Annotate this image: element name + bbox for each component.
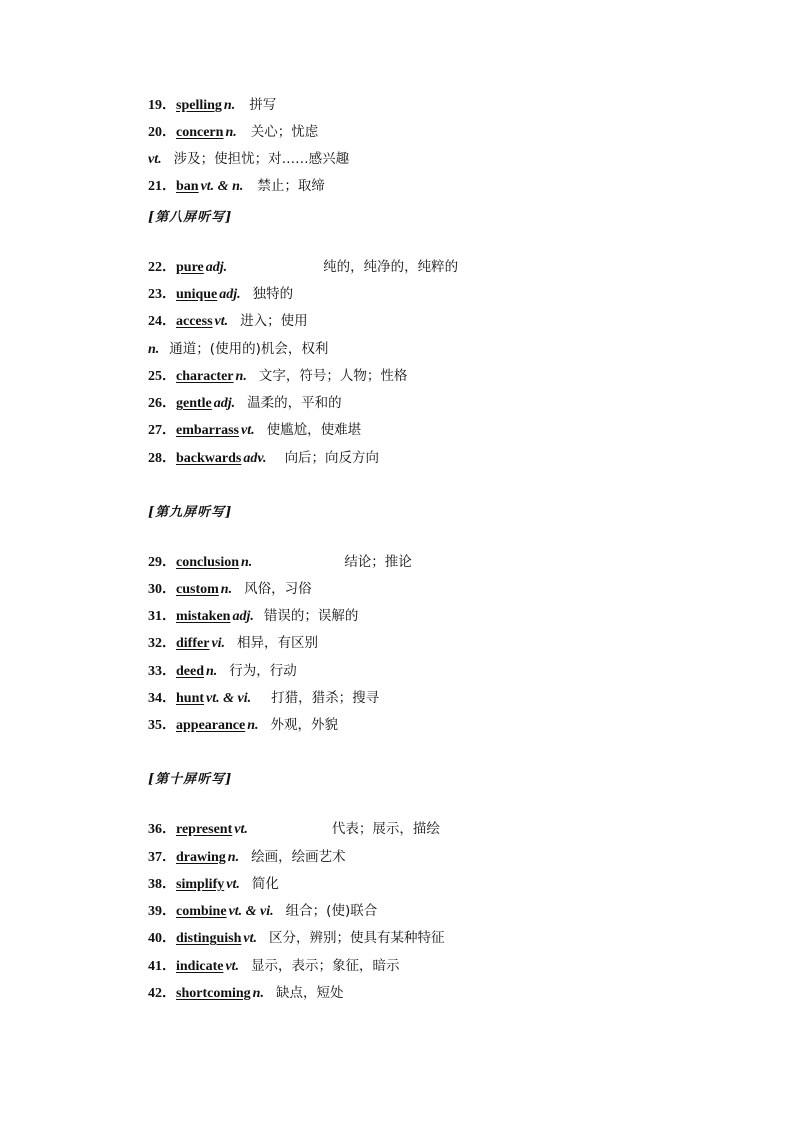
vocab-entry-21	[148, 177, 325, 196]
entry-meaning: 使尴尬，使难堪	[266, 422, 362, 438]
vocab-entry-37	[148, 848, 346, 867]
entry-meaning: 独特的	[252, 286, 294, 302]
vocab-entry-34	[148, 689, 379, 708]
entry-word: custom	[176, 582, 219, 597]
vocab-entry-40	[148, 929, 444, 948]
entry-meaning: 涉及；使担忧；对……感兴趣	[173, 151, 350, 167]
entry-word: ban	[176, 179, 199, 194]
entry-word: combine	[176, 904, 227, 919]
vocab-entry-32	[148, 634, 318, 653]
vocab-entry-33	[148, 662, 297, 681]
entry-word: pure	[176, 260, 204, 275]
entry-pos: n.	[252, 986, 264, 1001]
entry-meaning: 代表；展示，描绘	[331, 821, 440, 837]
entry-word: spelling	[176, 98, 222, 113]
vocab-entry-38	[148, 875, 279, 894]
entry-pos: adj.	[232, 609, 254, 624]
entry-number: 34．	[148, 691, 176, 706]
entry-pos: vt. & n.	[200, 179, 244, 194]
entry-word: unique	[176, 287, 218, 302]
entry-number: 32．	[148, 636, 176, 651]
entry-word: drawing	[176, 850, 226, 865]
entry-number: 36．	[148, 822, 176, 837]
section-heading-8: [第八屏听写]	[148, 210, 233, 225]
vocab-entry-39	[148, 902, 377, 921]
entry-pos: vt. & vi.	[206, 691, 252, 706]
vocab-entry-20	[148, 123, 318, 142]
entry-word: shortcoming	[176, 986, 251, 1001]
entry-meaning: 绘画，绘画艺术	[251, 849, 346, 865]
section-heading-9: [第九屏听写]	[148, 505, 233, 520]
entry-pos: adj.	[219, 287, 241, 302]
entry-pos: n.	[247, 718, 259, 733]
entry-word: simplify	[176, 877, 225, 892]
entry-word: distinguish	[176, 931, 242, 946]
entry-word: differ	[176, 636, 210, 651]
entry-number: 31．	[148, 609, 176, 624]
vocab-entry-25	[148, 367, 407, 386]
entry-word: access	[176, 314, 213, 329]
entry-pos: vt.	[225, 959, 240, 974]
entry-number: 19．	[148, 98, 176, 113]
entry-pos: adj.	[213, 396, 236, 411]
entry-pos: vt.	[243, 931, 257, 946]
vocab-entry-26	[148, 394, 342, 413]
section-heading-10: [第十屏听写]	[148, 772, 233, 787]
entry-meaning: 缺点，短处	[275, 985, 344, 1001]
vocab-entry-23	[148, 285, 293, 304]
entry-number: 23．	[148, 287, 176, 302]
entry-number: 35．	[148, 718, 176, 733]
entry-word: deed	[176, 664, 204, 679]
entry-meaning: 温柔的，平和的	[247, 395, 342, 411]
vocab-entry-20-alt-sense	[148, 150, 349, 169]
vocab-entry-36	[148, 820, 440, 839]
entry-meaning: 打猎，猎杀；搜寻	[271, 690, 380, 706]
entry-pos: n.	[225, 125, 237, 140]
entry-number: 40．	[148, 931, 176, 946]
entry-number: 24．	[148, 314, 176, 329]
entry-pos: n.	[235, 369, 247, 384]
entry-pos: n.	[220, 582, 233, 597]
entry-word: embarrass	[176, 423, 239, 438]
entry-meaning: 禁止；取缔	[257, 178, 325, 194]
entry-meaning: 向后；向反方向	[284, 450, 380, 466]
entry-meaning: 文字，符号；人物；性格	[258, 368, 408, 384]
entry-meaning: 外观，外貌	[270, 717, 339, 733]
entry-word: conclusion	[176, 555, 240, 570]
entry-meaning: 相异，有区别	[237, 635, 319, 651]
vocab-entry-35	[148, 716, 338, 735]
vocab-entry-41	[148, 957, 400, 976]
vocab-entry-24-alt-sense	[148, 340, 328, 359]
entry-pos: vt.	[241, 423, 255, 438]
entry-pos: n.	[241, 555, 253, 570]
entry-pos: n.	[206, 664, 218, 679]
entry-number: 29．	[148, 555, 176, 570]
entry-number: 39．	[148, 904, 176, 919]
entry-meaning: 风俗，习俗	[244, 581, 312, 597]
entry-number: 42．	[148, 986, 176, 1001]
entry-word: concern	[176, 125, 224, 140]
entry-number: 25．	[148, 369, 176, 384]
entry-word: character	[176, 369, 234, 384]
entry-pos: adj.	[205, 260, 228, 275]
entry-meaning: 纯的，纯净的，纯粹的	[323, 259, 459, 275]
entry-meaning: 组合；(使)联合	[285, 903, 378, 919]
vocab-entry-31	[148, 607, 358, 626]
entry-number: 27．	[148, 423, 176, 438]
entry-word: indicate	[176, 959, 224, 974]
entry-pos: vi.	[211, 636, 226, 651]
entry-meaning: 区分，辨别；使具有某种特征	[268, 930, 445, 946]
vocab-entry-27	[148, 421, 361, 440]
entry-pos: adv.	[243, 451, 267, 466]
vocab-entry-24	[148, 312, 308, 331]
entry-meaning: 错误的；误解的	[263, 608, 359, 624]
entry-pos: n.	[227, 850, 240, 865]
entry-number: 38．	[148, 877, 176, 892]
entry-number: 21．	[148, 179, 176, 194]
vocab-entry-19	[148, 96, 276, 115]
entry-number: 26．	[148, 396, 176, 411]
entry-number: 20．	[148, 125, 176, 140]
entry-word: appearance	[176, 718, 246, 733]
entry-number: 33．	[148, 664, 176, 679]
entry-number: 22．	[148, 260, 176, 275]
entry-word: hunt	[176, 691, 205, 706]
entry-pos: n.	[148, 342, 160, 357]
entry-number: 28．	[148, 451, 176, 466]
entry-pos: n.	[223, 98, 236, 113]
entry-meaning: 行为，行动	[229, 663, 297, 679]
entry-meaning: 结论；推论	[344, 554, 412, 570]
entry-pos: vt.	[148, 152, 162, 167]
entry-meaning: 关心；忧虑	[250, 124, 319, 140]
entry-pos: vt. & vi.	[228, 904, 274, 919]
vocab-entry-30	[148, 580, 312, 599]
entry-word: gentle	[176, 396, 212, 411]
entry-word: mistaken	[176, 609, 231, 624]
entry-pos: vt.	[234, 822, 248, 837]
entry-pos: vt.	[226, 877, 240, 892]
vocab-entry-42	[148, 984, 343, 1003]
entry-meaning: 显示，表示；象征，暗示	[251, 958, 400, 974]
entry-meaning: 拼写	[249, 97, 277, 113]
vocab-entry-22	[148, 258, 458, 277]
entry-word: represent	[176, 822, 233, 837]
entry-meaning: 简化	[251, 876, 279, 892]
entry-number: 30．	[148, 582, 176, 597]
vocab-entry-28	[148, 449, 379, 468]
entry-meaning: 通道；(使用的)机会，权利	[169, 341, 329, 357]
vocab-entry-29	[148, 553, 412, 572]
entry-pos: vt.	[214, 314, 229, 329]
entry-number: 37．	[148, 850, 176, 865]
entry-number: 41．	[148, 959, 176, 974]
entry-word: backwards	[176, 451, 242, 466]
entry-meaning: 进入；使用	[240, 313, 308, 329]
